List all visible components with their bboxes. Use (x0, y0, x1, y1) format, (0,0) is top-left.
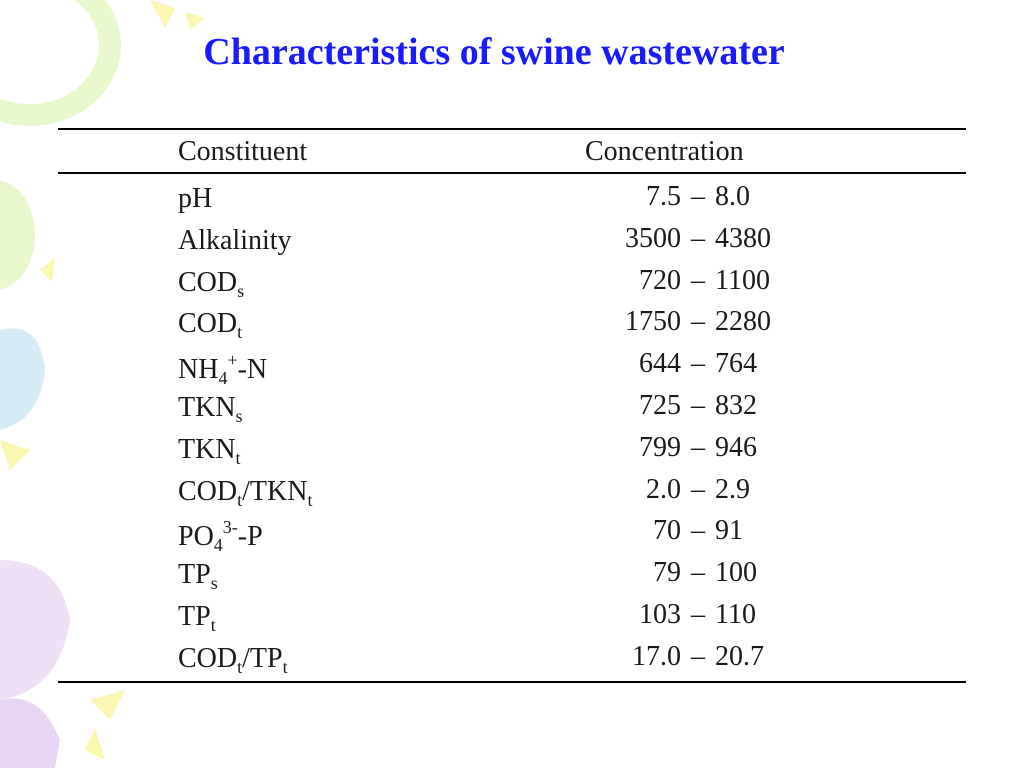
header-constituent: Constituent (178, 136, 308, 167)
slide-title: Characteristics of swine wastewater (203, 31, 785, 73)
constituent-cell: $NH_4^+-N$ (178, 350, 268, 389)
decor-blob-blue (0, 328, 45, 430)
constituent-cell: $TKN_s$ (178, 391, 243, 426)
header-concentration: Concentration (585, 136, 744, 167)
constituent-cell: $PO_4^{3-}-P$ (178, 517, 263, 556)
table-row (58, 219, 966, 261)
concentration-cell: 79 – 100 (653, 557, 757, 589)
concentration-cell: 70 – 91 (653, 515, 743, 547)
concentration-cell: 1750 – 2280 (625, 306, 771, 338)
table-row (58, 177, 966, 219)
constituent-cell: $TP_s$ (178, 559, 218, 594)
table-row (58, 344, 966, 389)
concentration-cell: 103 – 110 (639, 598, 756, 630)
constituent-cell: $TP_t$ (178, 600, 216, 635)
concentration-cell: 17.0 – 20.7 (632, 640, 764, 672)
table-bottom-rule (58, 681, 966, 683)
constituent-cell: pH (178, 183, 213, 214)
table-row (58, 470, 966, 512)
table-body (58, 174, 966, 681)
constituent-cell: $TKN_t$ (178, 433, 241, 468)
concentration-cell: 725 – 832 (639, 389, 757, 421)
concentration-cell: 644 – 764 (639, 348, 757, 380)
constituent-cell: $COD_t/TKN_t$ (178, 475, 313, 510)
table-row (58, 511, 966, 556)
table-row (58, 637, 966, 679)
concentration-cell: 7.5 – 8.0 (646, 181, 750, 212)
decor-blob-green (0, 180, 35, 290)
table-header-row (58, 130, 966, 172)
table-row (58, 595, 966, 637)
table-row (58, 428, 966, 470)
constituent-cell: $COD_t/TP_t$ (178, 642, 288, 677)
concentration-cell: 2.0 – 2.9 (646, 473, 750, 505)
constituent-cell: Alkalinity (178, 224, 292, 256)
table-row (58, 553, 966, 595)
constituent-cell: $COD_s$ (178, 266, 245, 301)
constituent-cell: $COD_t$ (178, 308, 243, 343)
table-row (58, 302, 966, 344)
wastewater-table (58, 128, 966, 683)
concentration-cell: 799 – 946 (639, 431, 757, 463)
table-row (58, 261, 966, 303)
table-row (58, 386, 966, 428)
decor-star-yellow (150, 0, 175, 28)
concentration-cell: 720 – 1100 (639, 264, 770, 296)
concentration-cell: 3500 – 4380 (625, 222, 771, 254)
